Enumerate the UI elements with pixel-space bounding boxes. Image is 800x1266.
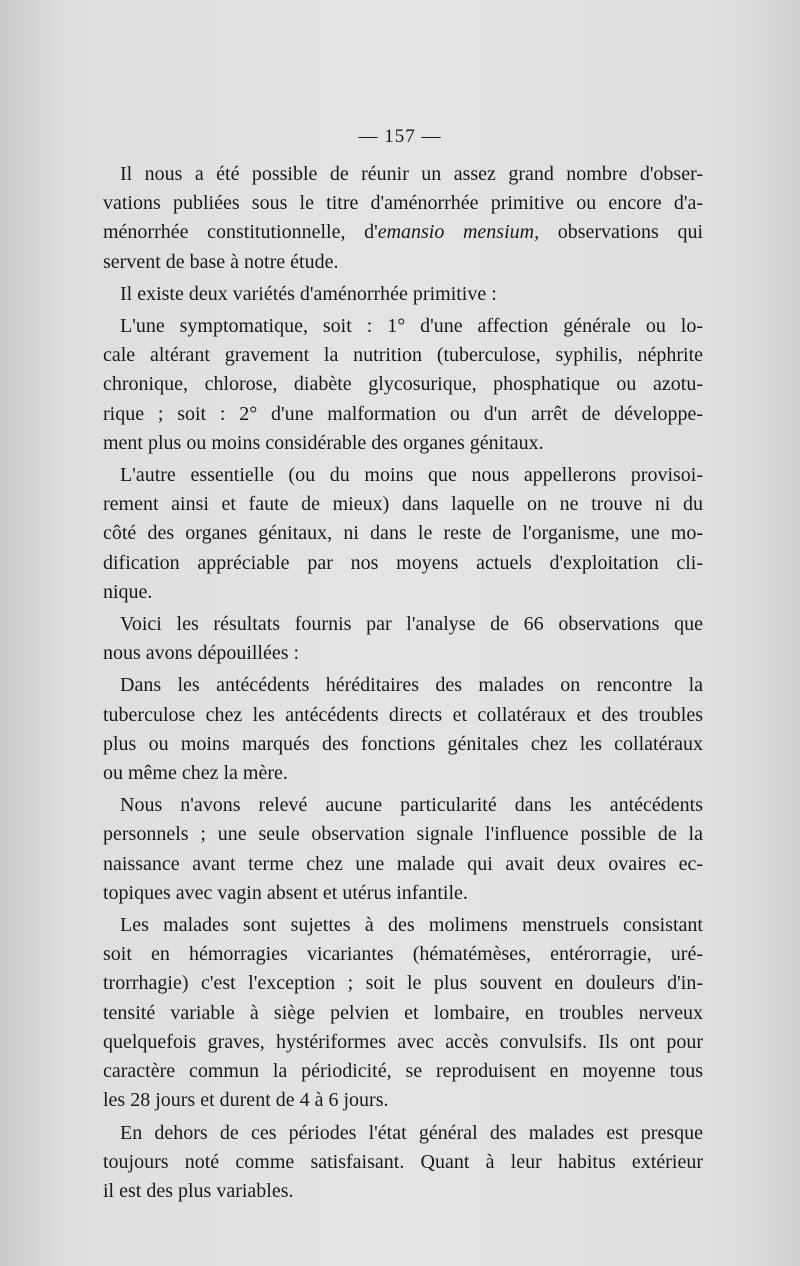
text-line: tensité variable à siège pelvien et lombaire, en troubles nerveux [103, 1001, 703, 1024]
text-line [103, 218, 703, 247]
italic-phrase: emansio mensium, [377, 221, 540, 244]
page-number: — 157 — [358, 126, 442, 147]
text-line: ou même chez la mère. [103, 762, 288, 785]
paragraph [103, 160, 703, 277]
text-line: topiques avec vagin absent et utérus infantile. [103, 881, 468, 904]
text-line: servent de base à notre étude. [103, 250, 339, 273]
text-line: Il nous a été possible de réunir un assez grand nombre d'obser- [120, 163, 703, 185]
paragraph [103, 280, 703, 309]
text-line: ment plus ou moins considérable des organes génitaux. [103, 431, 544, 454]
text-line: L'autre essentielle (ou du moins que nous appellerons provisoi- [120, 464, 703, 487]
text-line: personnels ; une seule observation signale l'influence possible de la [103, 823, 703, 846]
text-line: Nous n'avons relevé aucune particularité dans les antécédents [120, 794, 703, 817]
paragraph [103, 671, 703, 788]
text-line: En dehors de ces périodes l'état général des malades est presque [120, 1121, 703, 1144]
paragraph [103, 1119, 703, 1207]
text-line: rique ; soit : 2° d'une malformation ou d'un arrêt de développe- [103, 402, 703, 425]
text-line: rement ainsi et faute de mieux) dans laquelle on ne trouve ni du [103, 493, 703, 516]
paragraph [103, 312, 703, 458]
body-text [103, 160, 703, 1209]
text-line: dification appréciable par nos moyens actuels d'exploitation cli- [103, 551, 703, 574]
text-line: les 28 jours et durent de 4 à 6 jours. [103, 1089, 389, 1112]
text-line: Dans les antécédents héréditaires des malades on rencontre la [120, 674, 703, 697]
text-line: L'une symptomatique, soit : 1° d'une affection générale ou lo- [120, 315, 703, 338]
paragraph [103, 461, 703, 607]
text-line: cale altérant gravement la nutrition (tuberculose, syphilis, néphrite [103, 344, 703, 367]
text-line: Il existe deux variétés d'aménorrhée primitive : [120, 282, 497, 305]
text-line: Les malades sont sujettes à des molimens menstruels consistant [120, 914, 703, 937]
text-line: tuberculose chez les antécédents directs et collatéraux et des troubles [103, 703, 703, 726]
text-line: vations publiées sous le titre d'aménorrhée primitive ou encore d'a- [103, 192, 703, 215]
text-line: plus ou moins marqués des fonctions génitales chez les collatéraux [103, 732, 703, 755]
text-line: nous avons dépouillées : [103, 642, 300, 665]
text-line: nique. [103, 580, 153, 603]
text-line: naissance avant terme chez une malade qui avait deux ovaires ec- [103, 852, 703, 875]
paragraph [103, 610, 703, 668]
text-line: soit en hémorragies vicariantes (hématémèses, entérorragie, uré- [103, 943, 703, 966]
text-line: Voici les résultats fournis par l'analyse de 66 observations que [120, 613, 703, 636]
text-line: caractère commun la périodicité, se reproduisent en moyenne tous [103, 1060, 703, 1083]
text-line: trorrhagie) c'est l'exception ; soit le plus souvent en douleurs d'in- [103, 972, 703, 995]
text-line: quelquefois graves, hystériformes avec accès convulsifs. Ils ont pour [103, 1030, 703, 1053]
text-fragment: observations qui [539, 221, 704, 244]
paragraph [103, 791, 703, 908]
text-line: chronique, chlorose, diabète glycosurique, phosphatique ou azotu- [103, 373, 703, 396]
text-line: toujours noté comme satisfaisant. Quant à leur habitus extérieur [103, 1150, 703, 1173]
text-line: côté des organes génitaux, ni dans le reste de l'organisme, une mo- [103, 522, 703, 545]
text-fragment: ménorrhée constitutionnelle, d' [103, 221, 378, 244]
paragraph [103, 911, 703, 1115]
text-line: il est des plus variables. [103, 1179, 294, 1202]
